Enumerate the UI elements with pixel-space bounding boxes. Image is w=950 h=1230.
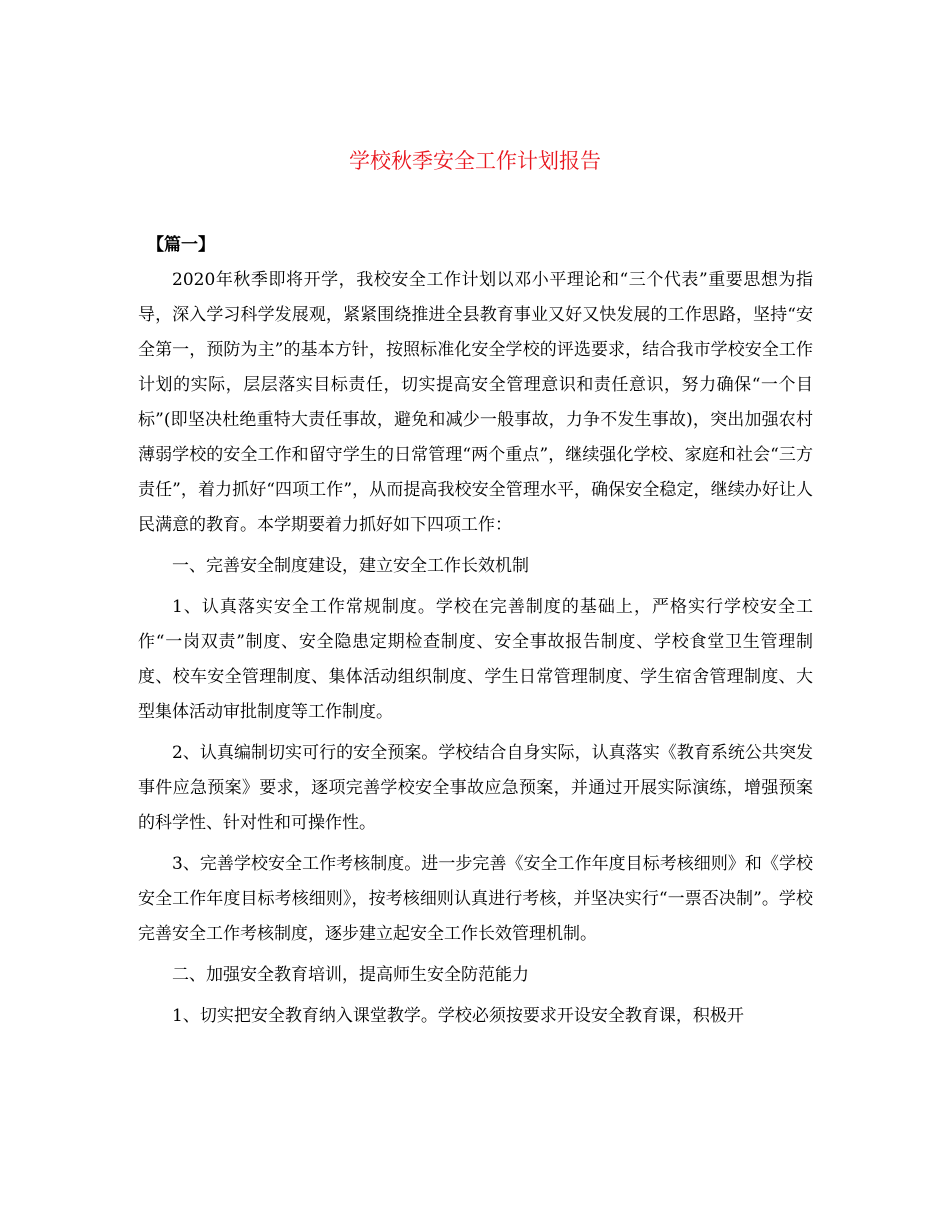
section-heading-1: 一、完善安全制度建设，建立安全工作长效机制	[172, 556, 529, 576]
document-title: 学校秋季安全工作计划报告	[349, 149, 601, 173]
document-body	[138, 228, 813, 1040]
intro-paragraph: 2020年秋季即将开学，我校安全工作计划以邓小平理论和“三个代表”重要思想为指导，深入学习科学发展观，紧紧围绕推进全县教育事业又好又快发展的工作思路，坚持“安全第一，预防为主”的基本方针，按照标准化安全学校的评选要求，结合我市学校安全工作计划的实际，层层落实目标责任，切实提高安全管理意识和责任意识，努力确保“一个目标”(即坚决杜绝重特大责任事故，避免和减少一般事故，力争不发生事故)，突出加强农村薄弱学校的安全工作和留守学生的日常管理“两个重点”，继续强化学校、家庭和社会“三方责任”，着力抓好“四项工作”，从而提高我校安全管理水平，确保安全稳定，继续办好让人民满意的教育。本学期要着力抓好如下四项工作：	[138, 270, 813, 535]
section-heading-2: 二、加强安全教育培训，提高师生安全防范能力	[172, 965, 529, 985]
paragraph-2-1: 1、切实把安全教育纳入课堂教学。学校必须按要求开设安全教育课，积极开	[172, 1006, 744, 1026]
paragraph-1-2: 2、认真编制切实可行的安全预案。学校结合自身实际，认真落实《教育系统公共突发事件应急预案》要求，逐项完善学校安全事故应急预案，并通过开展实际演练，增强预案的科学性、针对性和可操作性。	[138, 743, 813, 833]
paragraph-1-1: 1、认真落实安全工作常规制度。学校在完善制度的基础上，严格实行学校安全工作“一岗双责”制度、安全隐患定期检查制度、安全事故报告制度、学校食堂卫生管理制度、校车安全管理制度、集体活动组织制度、学生日常管理制度、学生宿舍管理制度、大型集体活动审批制度等工作制度。	[138, 597, 813, 722]
section-tag: 【篇一】	[147, 235, 215, 255]
paragraph-1-3: 3、完善学校安全工作考核制度。进一步完善《安全工作年度目标考核细则》和《学校安全工作年度目标考核细则》，按考核细则认真进行考核，并坚决实行“一票否决制”。学校完善安全工作考核制度，逐步建立起安全工作长效管理机制。	[138, 854, 813, 944]
